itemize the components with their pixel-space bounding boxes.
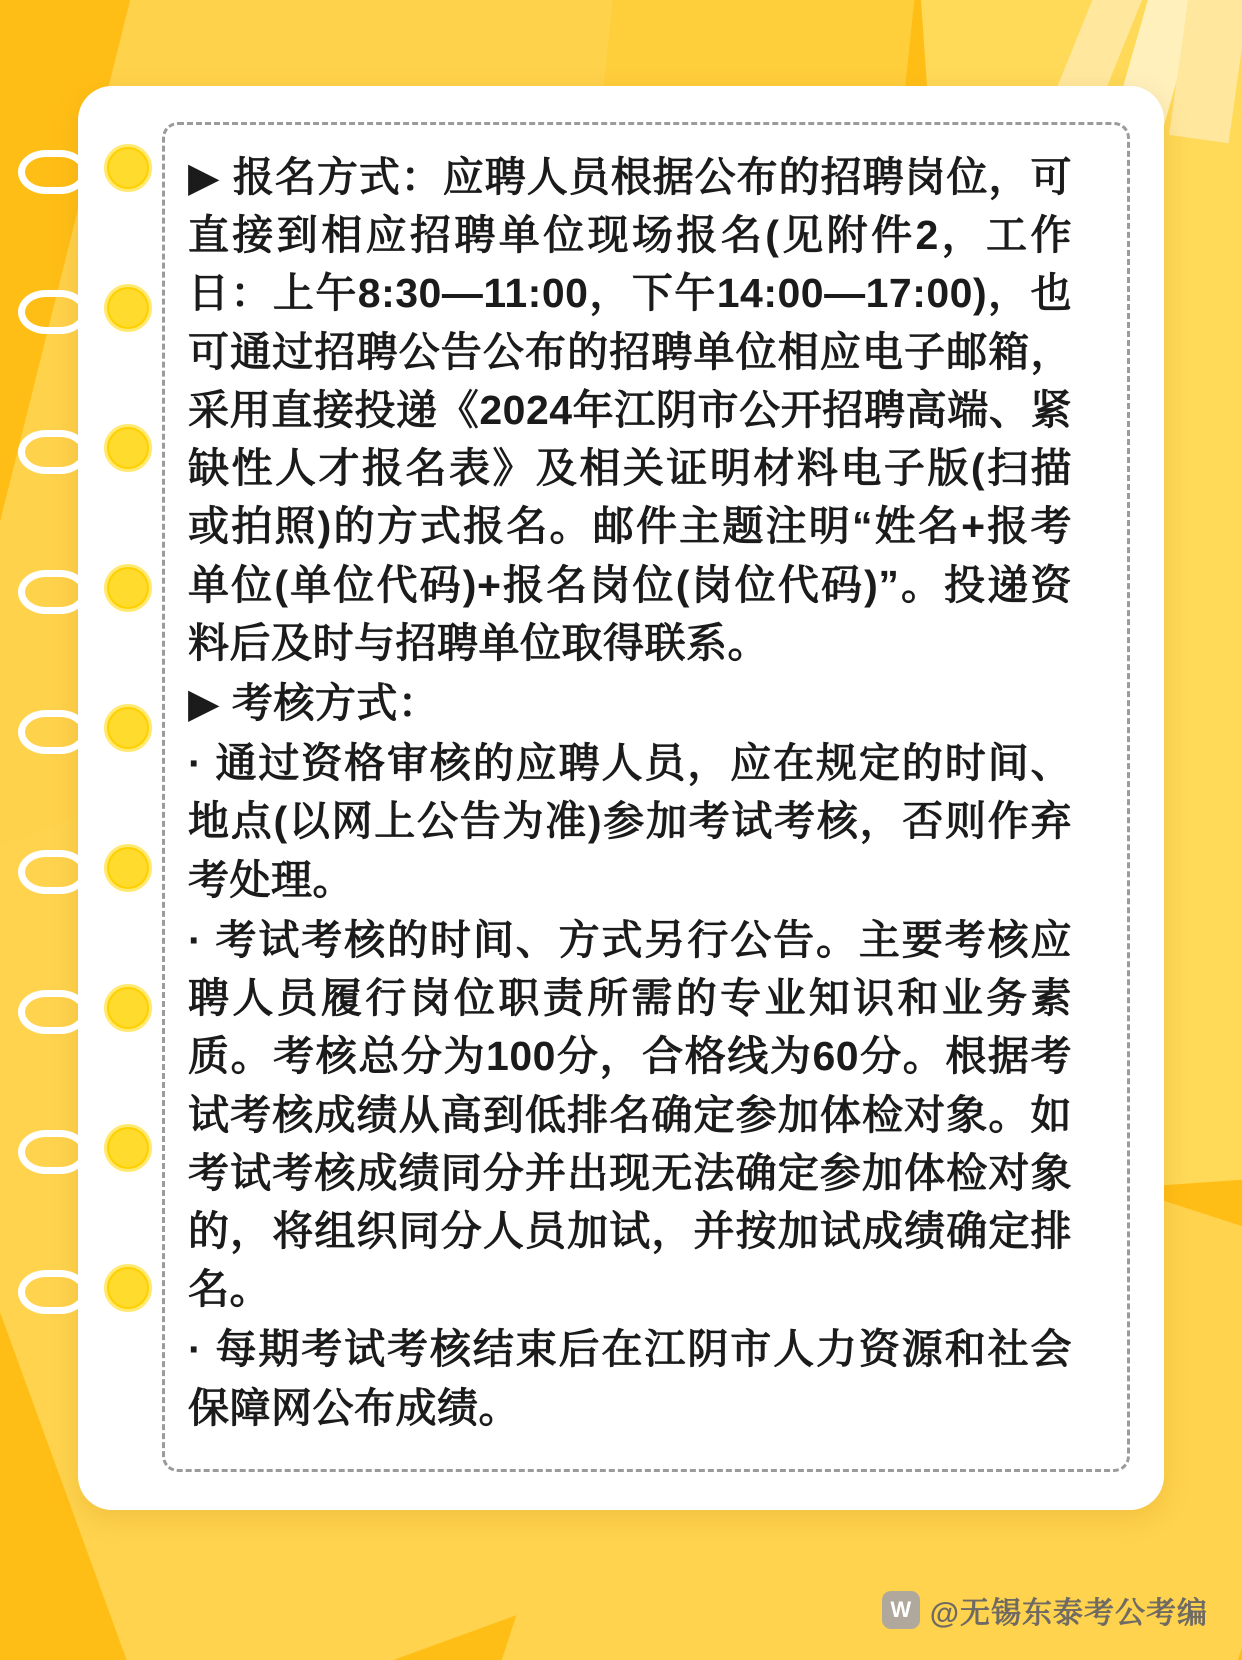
binder-dot: [104, 564, 152, 612]
binder-ring: [18, 710, 88, 754]
account-credit: [882, 1588, 1208, 1632]
binder-ring: [18, 150, 88, 194]
binder-ring: [18, 1270, 88, 1314]
paragraph-assessment-item-3: · 每期考试考核结束后在江阴市人力资源和社会保障网公布成绩。: [188, 1326, 1072, 1431]
document-body: [170, 130, 1090, 1466]
binder-dot: [104, 844, 152, 892]
notebook-spiral-binding: [18, 150, 138, 1410]
binder-ring: [18, 430, 88, 474]
binder-ring: [18, 570, 88, 614]
account-name: @无锡东泰考公考编: [929, 1597, 1208, 1630]
binder-dot: [104, 284, 152, 332]
binder-ring: [18, 850, 88, 894]
binder-dot: [104, 984, 152, 1032]
weibo-icon: W: [882, 1591, 920, 1629]
binder-dot: [104, 1264, 152, 1312]
note-card: [78, 86, 1164, 1510]
paragraph-assessment-heading: ▶ 考核方式：: [188, 679, 440, 726]
binder-ring: [18, 990, 88, 1034]
binder-ring: [18, 1130, 88, 1174]
binder-dot: [104, 1124, 152, 1172]
binder-dot: [104, 704, 152, 752]
paragraph-assessment-item-2: · 考试考核的时间、方式另行公告。主要考核应聘人员履行岗位职责所需的专业知识和业务素质。考核总分为100分，合格线为60分。根据考试考核成绩从高到低排名确定参加体检对象。如考试考核成绩同分并出现无法确定参加体检对象的，将组织同分人员加试，并按加试成绩确定排名。: [188, 916, 1072, 1313]
paragraph-assessment-item-1: · 通过资格审核的应聘人员，应在规定的时间、地点(以网上公告为准)参加考试考核，否则作弃考处理。: [188, 740, 1072, 903]
binder-ring: [18, 290, 88, 334]
binder-dot: [104, 144, 152, 192]
paragraph-apply-method: ▶ 报名方式：应聘人员根据公布的招聘岗位，可直接到相应招聘单位现场报名(见附件2，工作日：上午8:30―11:00，下午14:00―17:00)，也可通过招聘公告公布的招聘单位相应电子邮箱，采用直接投递《2024年江阴市公开招聘高端、紧缺性人才报名表》及相关证明材料电子版(扫描或拍照)的方式报名。邮件主题注明“姓名+报考单位(单位代码)+报名岗位(岗位代码)”。投递资料后及时与招聘单位取得联系。: [188, 154, 1072, 666]
binder-dot: [104, 424, 152, 472]
